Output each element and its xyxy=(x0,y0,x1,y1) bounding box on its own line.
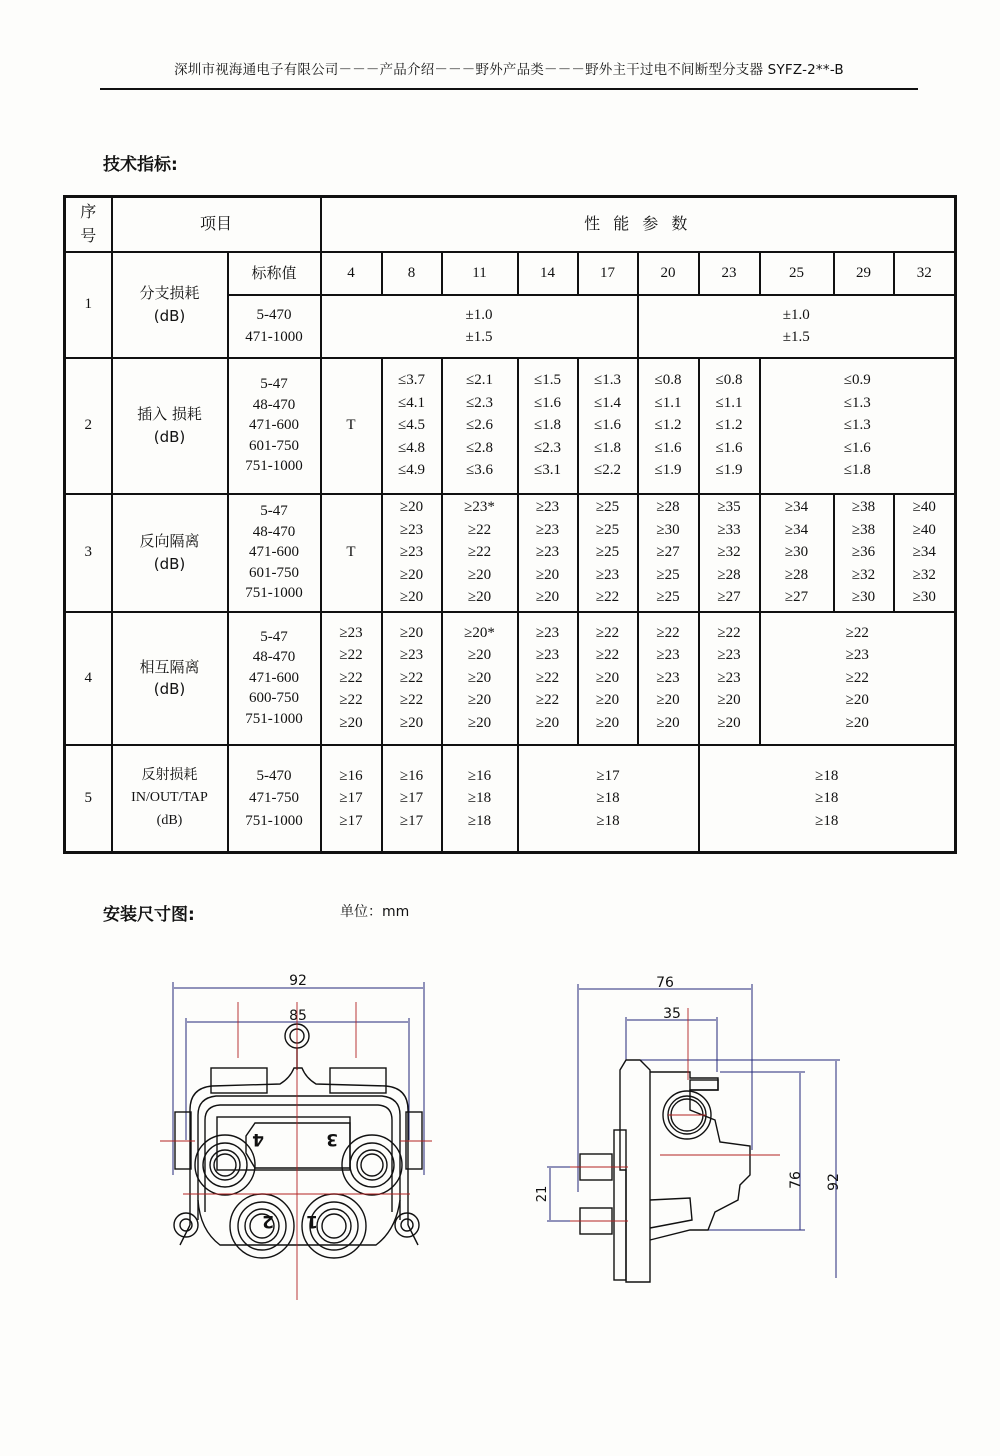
dim-text-21: 21 xyxy=(535,1185,550,1203)
mount-ear-right-hole xyxy=(401,1219,413,1231)
value-cell: ±1.0 ±1.5 xyxy=(638,295,956,358)
value-cell: ≥16 ≥17 ≥17 xyxy=(321,745,382,853)
value-cell: ±1.0 ±1.5 xyxy=(321,295,638,358)
row-freq: 5-47 48-470 471-600 601-750 751-1000 xyxy=(228,494,321,612)
port-label-2: 2 xyxy=(262,1211,274,1231)
row-index: 1 xyxy=(65,252,112,358)
value-cell: ≥35 ≥33 ≥32 ≥28 ≥27 xyxy=(699,494,760,612)
value-cell: ≥20 ≥23 ≥23 ≥20 ≥20 xyxy=(382,494,442,612)
nominal-value: 11 xyxy=(442,252,518,295)
row-freq: 5-47 48-470 471-600 601-750 751-1000 xyxy=(228,358,321,494)
params-header: 性 能 参 数 xyxy=(321,197,956,252)
table-row xyxy=(65,358,956,494)
value-cell: ≥22 ≥22 ≥20 ≥20 ≥20 xyxy=(578,612,638,745)
value-cell: ≥40 ≥40 ≥34 ≥32 ≥30 xyxy=(894,494,956,612)
value-cell: ≥25 ≥25 ≥25 ≥23 ≥22 xyxy=(578,494,638,612)
index-header: 序 号 xyxy=(65,197,112,252)
value-cell: ≥34 ≥34 ≥30 ≥28 ≥27 xyxy=(760,494,834,612)
port-4 xyxy=(195,1135,255,1195)
row-freq: 5-47 48-470 471-600 600-750 751-1000 xyxy=(228,612,321,745)
page-header-title: 深圳市视海通电子有限公司－－－产品介绍－－－野外产品类－－－野外主干过电不间断型分支器 SYFZ-2**-B xyxy=(174,62,844,78)
row-index: 5 xyxy=(65,745,112,853)
install-section-title: 安装尺寸图: xyxy=(103,905,195,925)
table-header-row xyxy=(65,197,956,252)
row-index: 3 xyxy=(65,494,112,612)
port-label-1: 1 xyxy=(306,1211,318,1231)
spec-section-title: 技术指标: xyxy=(103,155,178,175)
top-fitting xyxy=(690,1080,718,1090)
row-freq: 5-470 471-1000 xyxy=(228,295,321,358)
port-2 xyxy=(230,1194,294,1258)
value-cell: ≤1.3 ≤1.4 ≤1.6 ≤1.8 ≤2.2 xyxy=(578,358,638,494)
nominal-value: 32 xyxy=(894,252,956,295)
housing-bottom xyxy=(198,1200,400,1245)
value-cell: ≥23 ≥23 ≥22 ≥22 ≥20 xyxy=(518,612,578,745)
value-cell: ≥38 ≥38 ≥36 ≥32 ≥30 xyxy=(834,494,894,612)
row-index: 2 xyxy=(65,358,112,494)
side-lug-left xyxy=(175,1112,191,1169)
port-3 xyxy=(342,1135,402,1195)
nominal-label: 标称值 xyxy=(228,252,321,295)
value-cell: ≤0.9 ≤1.3 ≤1.3 ≤1.6 ≤1.8 xyxy=(760,358,956,494)
item-header: 项目 xyxy=(112,197,321,252)
housing-inner-outline xyxy=(198,1096,400,1220)
value-cell: ≤2.1 ≤2.3 ≤2.6 ≤2.8 ≤3.6 xyxy=(442,358,518,494)
value-cell: T xyxy=(321,358,382,494)
nominal-value: 4 xyxy=(321,252,382,295)
table-row xyxy=(65,252,956,295)
mount-ear-right xyxy=(395,1213,419,1237)
header-divider xyxy=(100,88,918,90)
nominal-value: 14 xyxy=(518,252,578,295)
port-label-4: 4 xyxy=(252,1129,264,1149)
housing-side-outline xyxy=(650,1072,750,1240)
value-cell: ≥22 ≥23 ≥23 ≥20 ≥20 xyxy=(699,612,760,745)
nominal-value: 25 xyxy=(760,252,834,295)
dim-text-92-right: 92 xyxy=(826,1173,842,1191)
table-row xyxy=(65,745,956,853)
row-freq: 5-470 471-750 751-1000 xyxy=(228,745,321,853)
value-cell: ≥18 ≥18 ≥18 xyxy=(699,745,956,853)
row-index: 4 xyxy=(65,612,112,745)
value-cell: T xyxy=(321,494,382,612)
value-cell: ≥28 ≥30 ≥27 ≥25 ≥25 xyxy=(638,494,699,612)
row-item: 分支损耗 (dB) xyxy=(112,252,228,358)
top-boss-right xyxy=(330,1068,386,1093)
housing-outline xyxy=(190,1068,408,1225)
dim-text-76-top: 76 xyxy=(656,975,674,991)
value-cell: ≤0.8 ≤1.1 ≤1.2 ≤1.6 ≤1.9 xyxy=(638,358,699,494)
port-label-3: 3 xyxy=(326,1129,338,1149)
base-plate xyxy=(620,1060,650,1282)
value-cell: ≥16 ≥17 ≥17 xyxy=(382,745,442,853)
row-item: 反射损耗 IN/OUT/TAP (dB) xyxy=(112,745,228,853)
unit-label: 单位：mm xyxy=(340,904,410,920)
value-cell: ≥22 ≥23 ≥22 ≥20 ≥20 xyxy=(760,612,956,745)
value-cell: ≥17 ≥18 ≥18 xyxy=(518,745,699,853)
front-view-drawing xyxy=(160,973,432,1300)
dim-text-35: 35 xyxy=(663,1006,681,1022)
row-item: 反向隔离 (dB) xyxy=(112,494,228,612)
spec-table xyxy=(63,195,957,854)
dimension-drawings xyxy=(0,960,1000,1320)
dim-text-92: 92 xyxy=(289,973,307,989)
value-cell: ≥23 ≥22 ≥22 ≥22 ≥20 xyxy=(321,612,382,745)
value-cell: ≤0.8 ≤1.1 ≤1.2 ≤1.6 ≤1.9 xyxy=(699,358,760,494)
value-cell: ≤3.7 ≤4.1 ≤4.5 ≤4.8 ≤4.9 xyxy=(382,358,442,494)
nominal-value: 23 xyxy=(699,252,760,295)
value-cell: ≥22 ≥23 ≥23 ≥20 ≥20 xyxy=(638,612,699,745)
value-cell: ≤1.5 ≤1.6 ≤1.8 ≤2.3 ≤3.1 xyxy=(518,358,578,494)
value-cell: ≥23 ≥23 ≥23 ≥20 ≥20 xyxy=(518,494,578,612)
dim-text-76-right: 76 xyxy=(788,1171,804,1189)
nominal-value: 8 xyxy=(382,252,442,295)
row-item: 相互隔离 (dB) xyxy=(112,612,228,745)
value-cell: ≥23* ≥22 ≥22 ≥20 ≥20 xyxy=(442,494,518,612)
side-view-drawing xyxy=(535,975,842,1282)
nominal-value: 20 xyxy=(638,252,699,295)
table-row xyxy=(65,612,956,745)
row-item: 插入 损耗 (dB) xyxy=(112,358,228,494)
table-row xyxy=(65,494,956,612)
nominal-value: 17 xyxy=(578,252,638,295)
value-cell: ≥20* ≥20 ≥20 ≥20 ≥20 xyxy=(442,612,518,745)
dim-text-85: 85 xyxy=(289,1008,307,1024)
top-boss-left xyxy=(211,1068,267,1093)
value-cell: ≥16 ≥18 ≥18 xyxy=(442,745,518,853)
value-cell: ≥20 ≥23 ≥22 ≥22 ≥20 xyxy=(382,612,442,745)
nominal-value: 29 xyxy=(834,252,894,295)
lower-fitting xyxy=(650,1198,692,1228)
